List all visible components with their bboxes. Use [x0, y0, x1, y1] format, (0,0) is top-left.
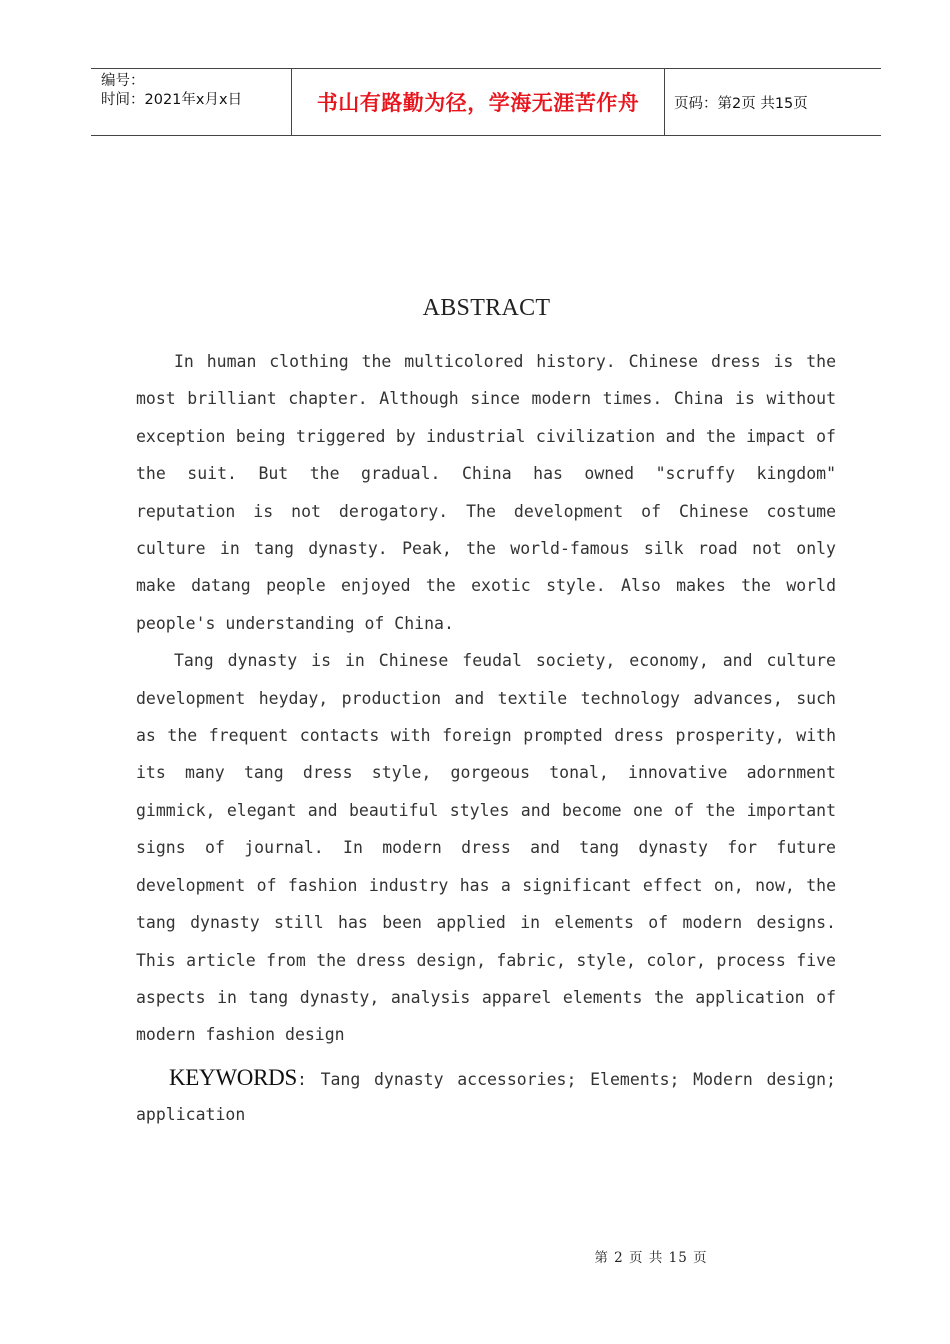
abstract-paragraph: Tang dynasty is in Chinese feudal society, economy, and culture development heyday, production and textile technology advances, such as the frequent contacts with foreign prompted dress prosperity, with its many tang dress style, gorgeous tonal, innovative adornment gimmick, elegant and beautiful styles and become one of the important signs of journal. In modern dress and tang dynasty for future development of fashion industry has a significant effect on, now, the tang dynasty still has been applied in elements of modern designs. This article from the dress design, fabric, style, color, process five aspects in tang dynasty, analysis apparel elements the application of modern fashion design: [136, 651, 836, 1045]
serial-number-label: 编号：: [101, 73, 145, 89]
keywords-label: KEYWORDS: [169, 1065, 297, 1090]
keywords-separator: :: [296, 1070, 307, 1089]
abstract-paragraph: In human clothing the multicolored history. Chinese dress is the most brilliant chapter. Although since modern times. China is without exception being triggered by industrial civilization and the impact of the suit. But the gradual. China has owned "scruffy kingdom" reputation is not derogatory. The development of Chinese costume culture in tang dynasty. Peak, the world-famous silk road not only make datang people enjoyed the exotic style. Also makes the world people's understanding of China.: [136, 352, 836, 633]
header-meta-cell: [91, 69, 292, 135]
keywords-block: [136, 1060, 836, 1132]
abstract-body: [136, 343, 836, 1054]
page-header: [91, 68, 881, 136]
header-motto: 书山有路勤为径，学海无涯苦作舟: [292, 69, 665, 135]
header-page-info: 页码：第2页 共15页: [674, 95, 808, 112]
abstract-title: ABSTRACT: [422, 295, 551, 321]
keywords-text: Tang dynasty accessories; Elements; Modern design; application: [136, 1070, 836, 1124]
page-footer: 第 2 页 共 15 页: [594, 1250, 708, 1266]
time-label: 时间：2021年x月x日: [101, 92, 243, 108]
